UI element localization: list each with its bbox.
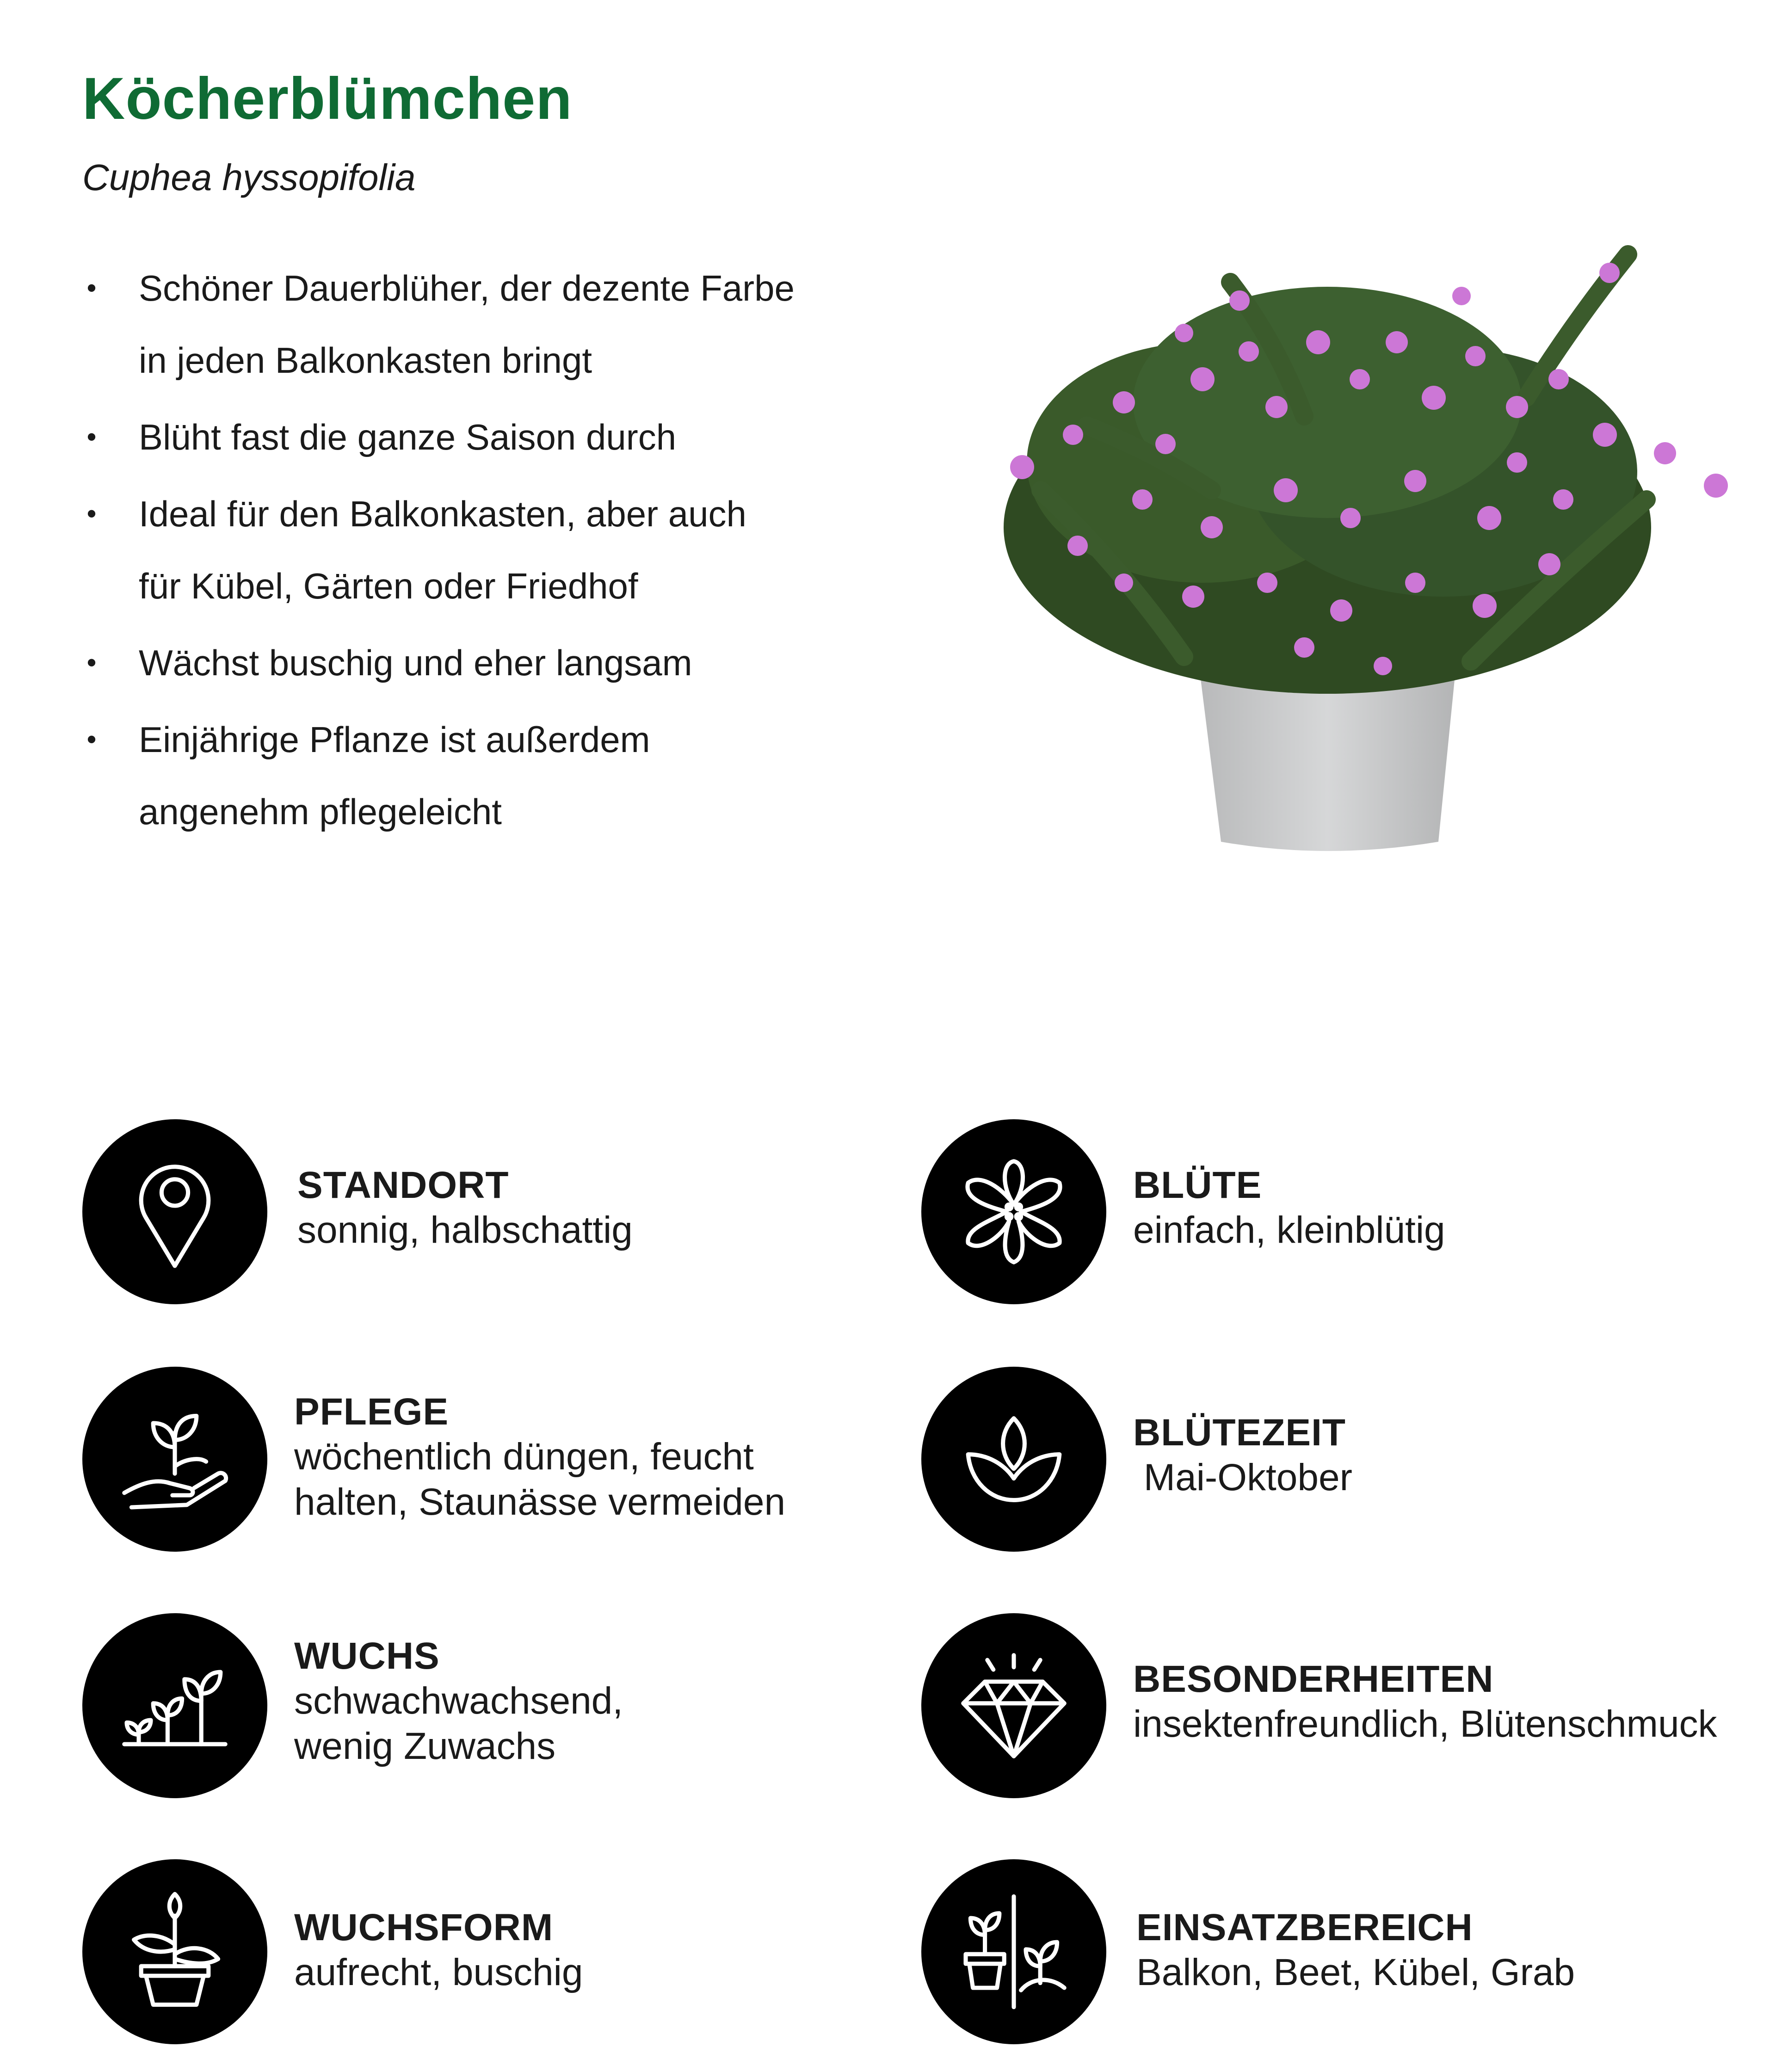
bluetezeit-value: Mai-Oktober — [1133, 1456, 1352, 1498]
einsatzbereich-heading: EINSATZBEREICH — [1136, 1906, 1473, 1949]
bluete-value: einfach, kleinblütig — [1133, 1209, 1445, 1251]
wuchsform-heading: WUCHSFORM — [294, 1906, 554, 1949]
pflege-value-line1: wöchentlich düngen, feucht — [294, 1436, 754, 1478]
list-item: • Einjährige Pflanze ist außerdem angenehm pflegeleicht — [82, 703, 896, 848]
list-item: • Blüht fast die ganze Saison durch — [82, 401, 896, 473]
hand-seedling-icon — [115, 1399, 235, 1519]
bullet-icon: • — [86, 421, 97, 452]
wuchs-icon-badge — [82, 1613, 267, 1798]
plant-photo — [925, 204, 1758, 870]
list-item: • Schöner Dauerblüher, der dezente Farbe in jeden Balkonkasten bringt — [82, 252, 896, 396]
pflege-heading: PFLEGE — [294, 1391, 449, 1433]
pot-and-ground-icon — [954, 1892, 1074, 2012]
wuchs-heading: WUCHS — [294, 1635, 440, 1677]
bullet-icon: • — [86, 724, 97, 755]
bluete-icon-badge — [921, 1119, 1106, 1304]
bullet-icon: • — [86, 498, 97, 529]
wuchs-value-line1: schwachwachsend, — [294, 1680, 623, 1722]
pflege-icon-badge — [82, 1367, 267, 1552]
einsatzbereich-icon-badge — [921, 1859, 1106, 2044]
wuchs-value-line2: wenig Zuwachs — [294, 1725, 556, 1767]
standort-icon-badge — [82, 1119, 267, 1304]
pflege-value-line2: halten, Staunässe vermeiden — [294, 1481, 786, 1523]
bullet-icon: • — [86, 647, 97, 678]
page-title: Köcherblümchen — [82, 66, 573, 132]
standort-value: sonnig, halbschattig — [297, 1209, 633, 1251]
besonderheiten-value: insektenfreundlich, Blütenschmuck — [1133, 1703, 1717, 1745]
wuchsform-value: aufrecht, buschig — [294, 1951, 583, 1993]
potted-plant-icon — [115, 1892, 235, 2012]
lotus-icon — [954, 1399, 1074, 1519]
diamond-icon — [954, 1646, 1074, 1766]
wuchsform-icon-badge — [82, 1859, 267, 2044]
botanical-name: Cuphea hyssopifolia — [82, 157, 416, 198]
standort-heading: STANDORT — [297, 1164, 509, 1206]
besonderheiten-heading: BESONDERHEITEN — [1133, 1658, 1494, 1700]
feature-bullet-list — [82, 252, 896, 852]
flower-icon — [954, 1152, 1074, 1272]
besonderheiten-icon-badge — [921, 1613, 1106, 1798]
location-pin-icon — [115, 1152, 235, 1272]
bullet-icon: • — [86, 272, 97, 303]
bluetezeit-icon-badge — [921, 1367, 1106, 1552]
einsatzbereich-value: Balkon, Beet, Kübel, Grab — [1136, 1951, 1575, 1993]
bluetezeit-heading: BLÜTEZEIT — [1133, 1412, 1346, 1454]
list-item: • Ideal für den Balkonkasten, aber auch für Kübel, Gärten oder Friedhof — [82, 478, 896, 622]
growth-stages-icon — [115, 1646, 235, 1766]
list-item: • Wächst buschig und eher langsam — [82, 627, 896, 699]
bluete-heading: BLÜTE — [1133, 1164, 1262, 1206]
